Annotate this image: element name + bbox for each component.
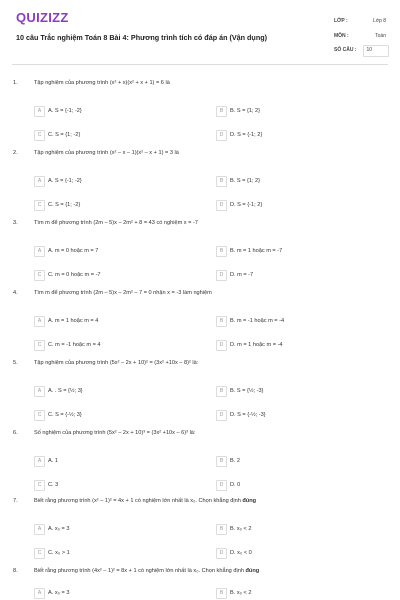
option-a[interactable] (34, 524, 204, 535)
option-b[interactable] (216, 316, 386, 327)
option-text: A. S = {-1; -2} (48, 177, 82, 184)
option-letter-a: A (34, 524, 45, 535)
option-text: B. S = {1; 2} (230, 107, 261, 114)
question-number: 4. (13, 290, 18, 296)
option-text: B. m = -1 hoặc m = -4 (230, 317, 285, 324)
option-text: B. S = {½; -3} (230, 387, 264, 394)
question-text: Tìm m để phương trình (2m – 5)x – 2m² + 8 = 43 có nghiệm x = -7 (34, 220, 198, 226)
option-b[interactable] (216, 588, 386, 599)
meta-subject-value: Toán (375, 33, 386, 39)
option-text: A. m = 1 hoặc m = 4 (48, 317, 99, 324)
option-letter-c: C (34, 200, 45, 211)
option-text: C. S = {1; -2} (48, 201, 81, 208)
option-text: D. S = {-1; 2} (230, 131, 263, 138)
question-number: 5. (13, 360, 18, 366)
option-letter-a: A (34, 246, 45, 257)
option-a[interactable] (34, 588, 204, 599)
option-letter-d: D (216, 200, 227, 211)
option-d[interactable] (216, 548, 386, 559)
option-letter-b: B (216, 456, 227, 467)
option-text: D. m = 1 hoặc m = -4 (230, 341, 283, 348)
question-text: Tìm m để phương trình (2m – 5)x – 2m² – 7 = 0 nhận x = -3 làm nghiệm (34, 290, 212, 296)
option-d[interactable] (216, 410, 386, 421)
option-a[interactable] (34, 246, 204, 257)
question-number: 6. (13, 430, 18, 436)
option-text: A. . S = {½; 3} (48, 387, 83, 394)
meta-count (334, 45, 388, 57)
option-letter-d: D (216, 270, 227, 281)
option-a[interactable] (34, 316, 204, 327)
option-letter-c: C (34, 480, 45, 491)
option-letter-b: B (216, 106, 227, 117)
question-text: Tập nghiệm của phương trình (x² – x – 1)(x² – x + 1) = 3 là (34, 150, 179, 156)
option-a[interactable] (34, 176, 204, 187)
option-letter-a: A (34, 386, 45, 397)
option-letter-b: B (216, 524, 227, 535)
question-6 (0, 430, 400, 502)
option-text: D. 0 (230, 481, 241, 488)
option-letter-d: D (216, 340, 227, 351)
option-c[interactable] (34, 548, 204, 559)
option-text: D. S = {-1; 2} (230, 201, 263, 208)
option-text: C. m = -1 hoặc m = 4 (48, 341, 101, 348)
option-text: A. x₀ = 3 (48, 589, 70, 596)
option-d[interactable] (216, 340, 386, 351)
option-d[interactable] (216, 270, 386, 281)
option-d[interactable] (216, 200, 386, 211)
option-b[interactable] (216, 456, 386, 467)
question-number: 3. (13, 220, 18, 226)
option-a[interactable] (34, 106, 204, 117)
option-letter-a: A (34, 588, 45, 599)
option-c[interactable] (34, 270, 204, 281)
option-a[interactable] (34, 456, 204, 467)
question-7 (0, 498, 400, 570)
option-c[interactable] (34, 340, 204, 351)
option-text: C. S = {1; -2} (48, 131, 81, 138)
question-text (34, 498, 384, 504)
option-text: C. x₀ > 1 (48, 549, 70, 556)
question-3 (0, 220, 400, 292)
option-letter-d: D (216, 130, 227, 141)
option-text: A. m = 0 hoặc m = 7 (48, 247, 99, 254)
option-text: A. 1 (48, 457, 58, 464)
option-text: B. m = 1 hoặc m = -7 (230, 247, 283, 254)
option-d[interactable] (216, 130, 386, 141)
option-c[interactable] (34, 480, 204, 491)
option-b[interactable] (216, 176, 386, 187)
question-text: Tập nghiệm của phương trình (5x² – 2x + 10)² = (3x² +10x – 8)² là: (34, 360, 199, 366)
option-letter-b: B (216, 316, 227, 327)
option-text: D. S = {-½; -3} (230, 411, 266, 418)
question-number: 1. (13, 80, 18, 86)
option-letter-b: B (216, 246, 227, 257)
option-d[interactable] (216, 480, 386, 491)
option-text: A. x₀ = 3 (48, 525, 70, 532)
option-b[interactable] (216, 106, 386, 117)
question-4 (0, 290, 400, 362)
option-text: B. S = {1; 2} (230, 177, 261, 184)
question-emphasis: đúng (245, 568, 260, 574)
option-letter-c: C (34, 410, 45, 421)
option-text: B. 2 (230, 457, 240, 464)
option-letter-b: B (216, 588, 227, 599)
quizizz-logo: QUIZIZZ (16, 10, 69, 25)
question-emphasis: đúng (242, 498, 257, 504)
option-c[interactable] (34, 410, 204, 421)
meta-class-value: Lớp 8 (372, 18, 386, 24)
meta-subject (334, 31, 388, 43)
option-letter-a: A (34, 106, 45, 117)
question-number: 7. (13, 498, 18, 504)
option-text: C. m = 0 hoặc m = -7 (48, 271, 101, 278)
option-text: D. m = -7 (230, 271, 254, 278)
meta-class-label: LỚP : (334, 18, 348, 24)
meta-class (334, 16, 388, 28)
option-letter-c: C (34, 270, 45, 281)
option-text: A. S = {-1; -2} (48, 107, 82, 114)
option-letter-c: C (34, 340, 45, 351)
question-text-main: Biết rằng phương trình (x² – 1)² = 4x + 1 có nghiệm lớn nhất là x₀. Chọn khẳng định (34, 498, 241, 504)
question-8 (0, 568, 400, 600)
question-number: 8. (13, 568, 18, 574)
option-letter-d: D (216, 480, 227, 491)
meta-count-label: SỐ CÂU : (334, 47, 357, 53)
option-a[interactable] (34, 386, 204, 397)
question-text: Số nghiệm của phương trình (5x² – 2x + 10)³ = (3x² +10x – 6)³ là: (34, 430, 196, 436)
option-text: B. x₀ < 2 (230, 525, 252, 532)
question-1 (0, 80, 400, 152)
option-letter-b: B (216, 386, 227, 397)
option-text: D. x₀ < 0 (230, 549, 252, 556)
question-2 (0, 150, 400, 222)
option-letter-c: C (34, 548, 45, 559)
option-letter-c: C (34, 130, 45, 141)
question-5 (0, 360, 400, 432)
question-text (34, 568, 384, 574)
option-letter-a: A (34, 456, 45, 467)
option-text: B. x₀ < 2 (230, 589, 252, 596)
option-c[interactable] (34, 200, 204, 211)
meta-subject-label: MÔN : (334, 33, 349, 39)
meta-count-value: 10 (366, 47, 372, 53)
document-header (0, 0, 400, 64)
option-c[interactable] (34, 130, 204, 141)
option-letter-d: D (216, 410, 227, 421)
option-b[interactable] (216, 386, 386, 397)
option-letter-a: A (34, 316, 45, 327)
document-title: 10 câu Trắc nghiệm Toán 8 Bài 4: Phương trình tích có đáp án (Vận dụng) (16, 33, 267, 42)
option-letter-a: A (34, 176, 45, 187)
question-number: 2. (13, 150, 18, 156)
question-text-main: Biết rằng phương trình (4x² – 1)² = 8x + 1 có nghiệm lớn nhất là x₀. Chọn khẳng định (34, 568, 244, 574)
option-letter-d: D (216, 548, 227, 559)
option-letter-b: B (216, 176, 227, 187)
question-text: Tập nghiệm của phương trình (x² + x)(x² + x + 1) = 6 là (34, 80, 170, 86)
option-text: C. S = {-½; 3} (48, 411, 82, 418)
option-b[interactable] (216, 524, 386, 535)
option-b[interactable] (216, 246, 386, 257)
option-text: C. 3 (48, 481, 59, 488)
header-divider (12, 64, 388, 65)
